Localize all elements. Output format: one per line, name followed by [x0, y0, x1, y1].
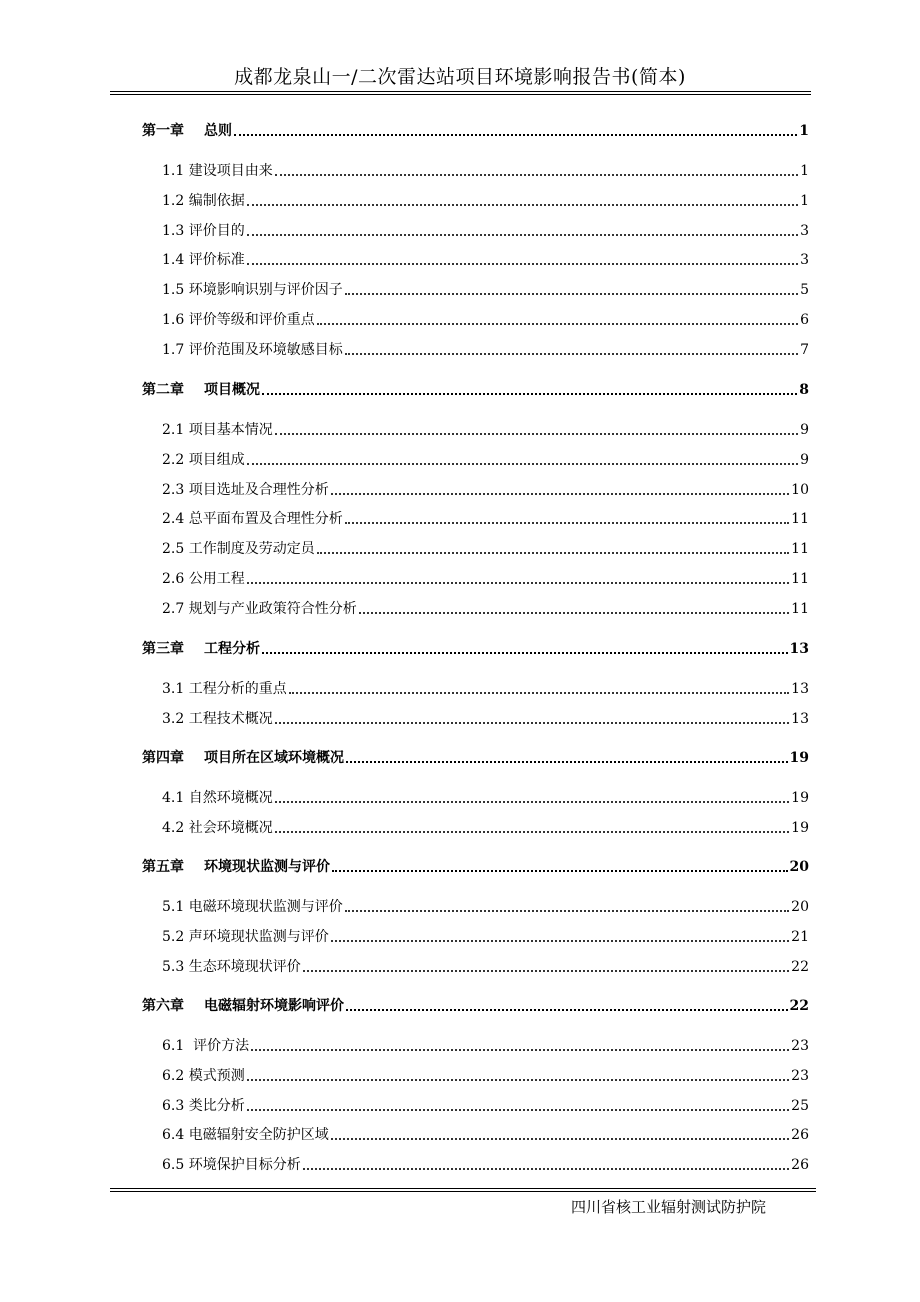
section-label: 1.3 评价目的 [162, 222, 245, 239]
toc-section-entry[interactable] [162, 280, 809, 300]
section-label: 4.1 自然环境概况 [162, 790, 273, 806]
toc-section-entry[interactable] [162, 420, 809, 440]
footer-organization: 四川省核工业辐射测试防护院 [571, 1198, 767, 1216]
section-label: 2.4 总平面布置及合理性分析 [162, 511, 343, 528]
dot-leader [346, 1009, 788, 1011]
toc-section-entry[interactable] [162, 788, 809, 808]
toc-section-entry[interactable] [162, 539, 809, 559]
document-title: 成都龙泉山一/二次雷达站项目环境影响报告书(简本) [234, 66, 686, 88]
chapter-page-number: 22 [789, 998, 809, 1014]
dot-leader [359, 612, 789, 614]
toc-chapter-entry[interactable] [142, 121, 809, 141]
chapter-title: 工程分析 [204, 641, 260, 657]
dot-leader [317, 323, 798, 325]
toc-section-entry[interactable] [162, 310, 809, 330]
dot-leader [275, 433, 798, 435]
chapter-page-number: 19 [789, 750, 809, 766]
toc-section-entry[interactable] [162, 679, 809, 699]
section-label: 2.6 公用工程 [162, 571, 245, 587]
chapter-label [142, 639, 260, 659]
dot-leader [262, 652, 788, 654]
chapter-label [142, 748, 344, 768]
toc-chapter-entry[interactable] [142, 857, 809, 877]
section-label: 6.2 模式预测 [162, 1067, 245, 1084]
section-label: 1.5 环境影响识别与评价因子 [162, 282, 343, 299]
section-page-number: 9 [800, 451, 809, 468]
section-page-number: 19 [791, 790, 809, 806]
section-label: 1.4 评价标准 [162, 252, 245, 269]
section-page-number: 1 [800, 192, 809, 209]
section-page-number: 25 [791, 1097, 809, 1114]
chapter-label [142, 996, 344, 1016]
section-page-number: 13 [791, 710, 809, 727]
section-page-number: 11 [791, 511, 809, 528]
dot-leader [275, 722, 789, 724]
toc-chapter-entry[interactable] [142, 639, 809, 659]
chapter-number: 第一章 [142, 123, 184, 139]
section-label: 6.5 环境保护目标分析 [162, 1157, 301, 1174]
dot-leader [275, 174, 798, 176]
dot-leader [331, 1138, 789, 1140]
section-page-number: 9 [800, 422, 809, 438]
section-page-number: 20 [791, 899, 809, 915]
section-label: 5.3 生态环境现状评价 [162, 958, 301, 975]
section-page-number: 23 [791, 1067, 809, 1084]
toc-section-entry[interactable] [162, 191, 809, 211]
dot-leader [247, 1109, 789, 1111]
chapter-page-number: 1 [799, 123, 809, 139]
chapter-number: 第三章 [142, 641, 184, 657]
section-label: 5.2 声环境现状监测与评价 [162, 928, 329, 945]
chapter-label [142, 121, 232, 141]
section-page-number: 11 [791, 571, 809, 587]
section-page-number: 5 [800, 282, 809, 299]
dot-leader [234, 134, 797, 136]
dot-leader [275, 831, 789, 833]
dot-leader [332, 870, 788, 872]
section-label: 5.1 电磁环境现状监测与评价 [162, 899, 343, 915]
chapter-number: 第二章 [142, 382, 184, 398]
chapter-page-number: 13 [789, 641, 809, 657]
toc-section-entry[interactable] [162, 1096, 809, 1116]
dot-leader [289, 692, 789, 694]
dot-leader [247, 204, 798, 206]
toc-section-entry[interactable] [162, 250, 809, 270]
toc-section-entry[interactable] [162, 450, 809, 470]
section-label: 1.2 编制依据 [162, 192, 245, 209]
section-label: 1.7 评价范围及环境敏感目标 [162, 341, 343, 358]
section-label: 2.3 项目选址及合理性分析 [162, 481, 329, 498]
toc-section-entry[interactable] [162, 221, 809, 241]
toc-section-entry[interactable] [162, 161, 809, 181]
dot-leader [345, 293, 798, 295]
toc-section-entry[interactable] [162, 1066, 809, 1086]
chapter-page-number: 8 [799, 382, 809, 398]
dot-leader [247, 1079, 789, 1081]
section-label: 3.2 工程技术概况 [162, 710, 273, 727]
section-page-number: 26 [791, 1157, 809, 1174]
chapter-number: 第五章 [142, 859, 184, 875]
chapter-label [142, 857, 330, 877]
toc-section-entry[interactable] [162, 818, 809, 838]
chapter-title: 环境现状监测与评价 [204, 859, 330, 875]
section-page-number: 6 [800, 312, 809, 328]
section-label: 6.3 类比分析 [162, 1097, 245, 1114]
dot-leader [345, 353, 798, 355]
dot-leader [247, 463, 798, 465]
chapter-title: 电磁辐射环境影响评价 [204, 998, 344, 1014]
toc-section-entry[interactable] [162, 340, 809, 360]
section-label: 2.7 规划与产业政策符合性分析 [162, 600, 357, 617]
dot-leader [247, 263, 798, 265]
dot-leader [331, 493, 789, 495]
chapter-label [142, 380, 260, 400]
section-page-number: 3 [800, 252, 809, 269]
section-page-number: 10 [791, 481, 809, 498]
toc-chapter-entry[interactable] [142, 996, 809, 1016]
section-page-number: 26 [791, 1127, 809, 1144]
dot-leader [317, 552, 789, 554]
section-label: 6.1 评价方法 [162, 1038, 250, 1054]
toc-section-entry[interactable] [162, 927, 809, 947]
dot-leader [331, 940, 789, 942]
section-label: 3.1 工程分析的重点 [162, 681, 287, 697]
section-label: 1.1 建设项目由来 [162, 163, 273, 179]
toc-chapter-entry[interactable] [142, 380, 809, 400]
toc-chapter-entry[interactable] [142, 748, 809, 768]
dot-leader [346, 761, 788, 763]
section-page-number: 23 [791, 1038, 809, 1054]
toc-section-entry[interactable] [162, 569, 809, 589]
footer-rule [110, 1188, 816, 1192]
toc-section-entry[interactable] [162, 897, 809, 917]
dot-leader [345, 910, 789, 912]
dot-leader [247, 582, 789, 584]
toc-section-entry[interactable] [162, 957, 809, 977]
toc-section-entry[interactable] [162, 1125, 809, 1145]
section-page-number: 3 [800, 222, 809, 239]
chapter-title: 项目所在区域环境概况 [204, 750, 344, 766]
toc-section-entry[interactable] [162, 480, 809, 500]
toc-section-entry[interactable] [162, 1036, 809, 1056]
dot-leader [275, 801, 789, 803]
chapter-page-number: 20 [789, 859, 809, 875]
section-page-number: 11 [791, 541, 809, 558]
chapter-title: 项目概况 [204, 382, 260, 398]
section-page-number: 19 [791, 819, 809, 836]
section-page-number: 11 [791, 600, 809, 617]
chapter-title: 总则 [204, 123, 232, 139]
section-label: 1.6 评价等级和评价重点 [162, 312, 315, 328]
toc-section-entry[interactable] [162, 599, 809, 619]
section-label: 2.5 工作制度及劳动定员 [162, 541, 315, 558]
dot-leader [262, 393, 797, 395]
section-page-number: 7 [800, 341, 809, 358]
section-label: 2.1 项目基本情况 [162, 422, 273, 438]
dot-leader [247, 234, 798, 236]
section-label: 6.4 电磁辐射安全防护区域 [162, 1127, 329, 1144]
section-page-number: 1 [800, 163, 809, 179]
section-label: 2.2 项目组成 [162, 451, 245, 468]
dot-leader [345, 522, 789, 524]
toc-section-entry[interactable] [162, 509, 809, 529]
section-page-number: 21 [791, 928, 809, 945]
dot-leader [303, 970, 789, 972]
toc-section-entry[interactable] [162, 1155, 809, 1175]
dot-leader [251, 1049, 789, 1051]
dot-leader [303, 1168, 789, 1170]
section-page-number: 13 [791, 681, 809, 697]
chapter-number: 第六章 [142, 998, 184, 1014]
chapter-number: 第四章 [142, 750, 184, 766]
toc-section-entry[interactable] [162, 709, 809, 729]
section-page-number: 22 [791, 958, 809, 975]
section-label: 4.2 社会环境概况 [162, 819, 273, 836]
